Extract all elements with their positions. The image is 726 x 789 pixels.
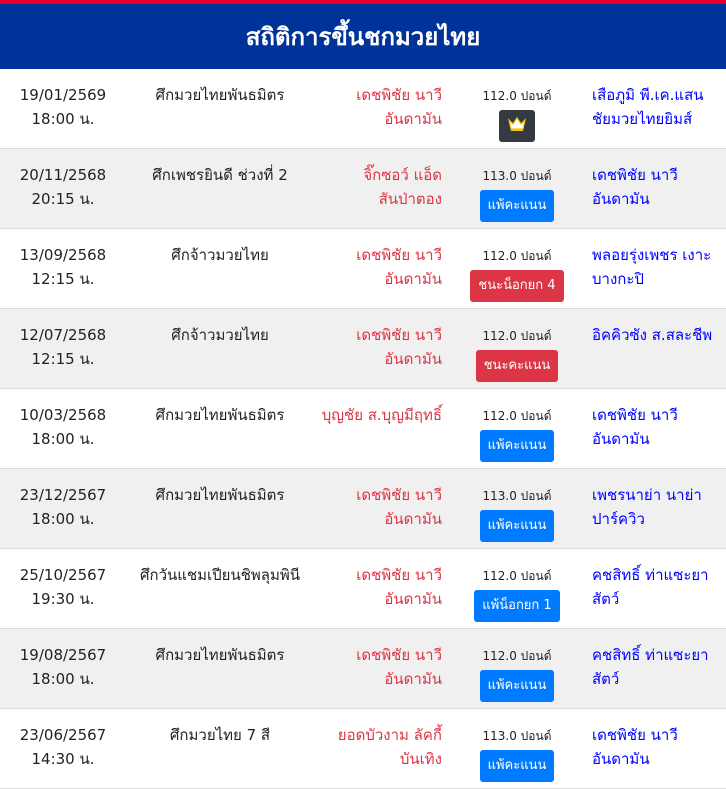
fight-date: 25/10/2567 bbox=[19, 566, 107, 584]
result-badge: แพ้คะแนน bbox=[480, 750, 555, 782]
fight-date: 12/07/2568 bbox=[19, 326, 107, 344]
fight-time: 18:00 น. bbox=[31, 510, 95, 528]
red-corner-fighter[interactable]: เดชพิชัย นาวีอันดามัน bbox=[356, 486, 442, 528]
fight-time: 14:30 น. bbox=[31, 750, 95, 768]
blue-corner-fighter[interactable]: เดชพิชัย นาวีอันดามัน bbox=[592, 166, 678, 208]
weight-class: 112.0 ปอนด์ bbox=[482, 249, 552, 263]
blue-corner-fighter[interactable]: เสือภูมิ พี.เค.แสนชัยมวยไทยยิมส์ bbox=[592, 86, 704, 128]
result-badge: แพ้คะแนน bbox=[480, 430, 555, 462]
red-corner-fighter[interactable]: เดชพิชัย นาวีอันดามัน bbox=[356, 86, 442, 128]
blue-corner-fighter[interactable]: เพชรนาย่า นาย่าปาร์ควิว bbox=[592, 486, 702, 528]
result-badge: แพ้น็อกยก 1 bbox=[474, 590, 559, 622]
fight-row bbox=[0, 149, 726, 229]
result-badge: แพ้คะแนน bbox=[480, 190, 555, 222]
fight-date: 13/09/2568 bbox=[19, 246, 107, 264]
fight-date: 23/06/2567 bbox=[19, 726, 107, 744]
crown-icon bbox=[508, 116, 526, 132]
result-badge: แพ้คะแนน bbox=[480, 510, 555, 542]
fight-row bbox=[0, 709, 726, 789]
blue-corner-fighter[interactable]: คชสิทธิ์ ท่าแซะยาสัตว์ bbox=[592, 646, 709, 688]
fight-row bbox=[0, 389, 726, 469]
fight-date: 19/01/2569 bbox=[19, 86, 107, 104]
event-name: ศึกเพชรยินดี ช่วงที่ 2 bbox=[152, 166, 288, 184]
fight-time: 12:15 น. bbox=[31, 270, 95, 288]
fight-datetime bbox=[0, 323, 126, 371]
red-corner-fighter[interactable]: เดชพิชัย นาวีอันดามัน bbox=[356, 566, 442, 608]
result-badge: แพ้คะแนน bbox=[480, 670, 555, 702]
result-badge: ชนะน็อกยก 4 bbox=[470, 270, 563, 302]
fight-result-cell bbox=[452, 163, 582, 222]
fight-date: 10/03/2568 bbox=[19, 406, 107, 424]
fight-datetime bbox=[0, 83, 126, 131]
fight-row bbox=[0, 69, 726, 149]
event-name: ศึกมวยไทย 7 สี bbox=[169, 726, 271, 744]
fight-result-cell bbox=[452, 483, 582, 542]
fight-time: 19:30 น. bbox=[31, 590, 95, 608]
fight-datetime bbox=[0, 243, 126, 291]
weight-class: 113.0 ปอนด์ bbox=[482, 169, 552, 183]
fight-date: 19/08/2567 bbox=[19, 646, 107, 664]
fight-row bbox=[0, 229, 726, 309]
red-corner-fighter[interactable]: เดชพิชัย นาวีอันดามัน bbox=[356, 646, 442, 688]
fight-time: 12:15 น. bbox=[31, 350, 95, 368]
fight-result-cell bbox=[452, 563, 582, 622]
blue-corner-fighter[interactable]: พลอยรุ่งเพชร เงาะบางกะปิ bbox=[592, 246, 712, 288]
page-header bbox=[0, 4, 726, 69]
weight-class: 112.0 ปอนด์ bbox=[482, 649, 552, 663]
page-title: สถิติการขึ้นชกมวยไทย bbox=[245, 23, 481, 51]
fight-date: 20/11/2568 bbox=[19, 166, 107, 184]
red-corner-fighter[interactable]: ยอดบัวงาม ลัคกี้บันเทิง bbox=[337, 726, 442, 768]
fight-datetime bbox=[0, 163, 126, 211]
fight-row bbox=[0, 309, 726, 389]
blue-corner-fighter[interactable]: เดชพิชัย นาวีอันดามัน bbox=[592, 726, 678, 768]
fight-time: 18:00 น. bbox=[31, 670, 95, 688]
event-name: ศึกจ้าวมวยไทย bbox=[171, 246, 269, 264]
weight-class: 112.0 ปอนด์ bbox=[482, 329, 552, 343]
fight-time: 18:00 น. bbox=[31, 430, 95, 448]
fight-result-cell bbox=[452, 323, 582, 382]
weight-class: 112.0 ปอนด์ bbox=[482, 409, 552, 423]
fight-result-cell bbox=[452, 83, 582, 142]
champion-badge bbox=[499, 110, 535, 142]
event-name: ศึกมวยไทยพันธมิตร bbox=[155, 406, 285, 424]
event-name: ศึกจ้าวมวยไทย bbox=[171, 326, 269, 344]
event-name: ศึกมวยไทยพันธมิตร bbox=[155, 486, 285, 504]
blue-corner-fighter[interactable]: เดชพิชัย นาวีอันดามัน bbox=[592, 406, 678, 448]
weight-class: 112.0 ปอนด์ bbox=[482, 89, 552, 103]
event-name: ศึกมวยไทยพันธมิตร bbox=[155, 86, 285, 104]
fight-datetime bbox=[0, 563, 126, 611]
fight-row bbox=[0, 549, 726, 629]
fight-result-cell bbox=[452, 243, 582, 302]
fight-time: 18:00 น. bbox=[31, 110, 95, 128]
red-corner-fighter[interactable]: บุญชัย ส.บุญมีฤทธิ์ bbox=[321, 406, 442, 424]
fight-result-cell bbox=[452, 723, 582, 782]
fight-row bbox=[0, 629, 726, 709]
fight-datetime bbox=[0, 483, 126, 531]
fight-result-cell bbox=[452, 403, 582, 462]
weight-class: 112.0 ปอนด์ bbox=[482, 569, 552, 583]
fight-result-cell bbox=[452, 643, 582, 702]
weight-class: 113.0 ปอนด์ bbox=[482, 729, 552, 743]
fight-row bbox=[0, 469, 726, 549]
red-corner-fighter[interactable]: เดชพิชัย นาวีอันดามัน bbox=[356, 246, 442, 288]
fight-datetime bbox=[0, 643, 126, 691]
fight-time: 20:15 น. bbox=[31, 190, 95, 208]
event-name: ศึกวันแชมเปียนชิพลุมพินี bbox=[140, 566, 300, 584]
blue-corner-fighter[interactable]: อิคคิวซัง ส.สละชีพ bbox=[592, 326, 713, 344]
weight-class: 113.0 ปอนด์ bbox=[482, 489, 552, 503]
event-name: ศึกมวยไทยพันธมิตร bbox=[155, 646, 285, 664]
fight-list bbox=[0, 69, 726, 789]
blue-corner-fighter[interactable]: คชสิทธิ์ ท่าแซะยาสัตว์ bbox=[592, 566, 709, 608]
fight-datetime bbox=[0, 723, 126, 771]
fight-date: 23/12/2567 bbox=[19, 486, 107, 504]
red-corner-fighter[interactable]: เดชพิชัย นาวีอันดามัน bbox=[356, 326, 442, 368]
fight-datetime bbox=[0, 403, 126, 451]
result-badge: ชนะคะแนน bbox=[476, 350, 559, 382]
red-corner-fighter[interactable]: จิ๊กซอว์ แอ็ดสันป่าตอง bbox=[363, 166, 442, 208]
